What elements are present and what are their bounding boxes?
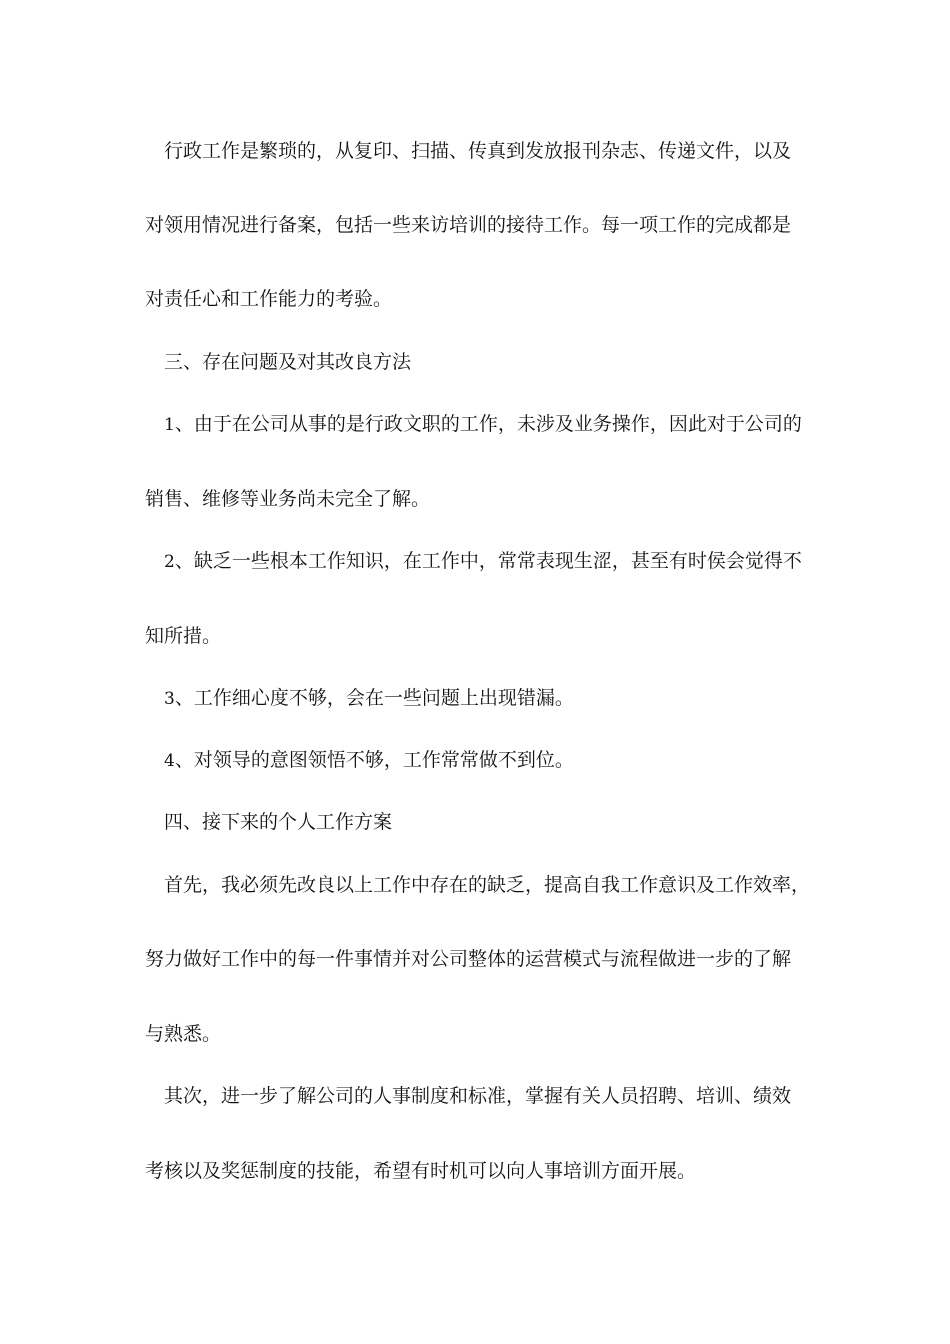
list-item-text: 、对领导的意图领悟不够，工作常常做不到位。 bbox=[174, 749, 574, 771]
section-heading: 三、存在问题及对其改良方法 bbox=[164, 351, 412, 373]
list-item-text: 、工作细心度不够，会在一些问题上出现错漏。 bbox=[174, 687, 574, 709]
list-number: 2 bbox=[164, 552, 175, 572]
paragraph-line: 考核以及奖惩制度的技能，希望有时机可以向人事培训方面开展。 bbox=[145, 1160, 697, 1182]
section-heading: 四、接下来的个人工作方案 bbox=[164, 811, 393, 833]
paragraph-line: 其次，进一步了解公司的人事制度和标准，掌握有关人员招聘、培训、绩效 bbox=[164, 1085, 792, 1107]
list-number: 3 bbox=[164, 689, 175, 709]
paragraph-line: 首先，我必须先改良以上工作中存在的缺乏，提高自我工作意识及工作效率， bbox=[164, 874, 811, 896]
list-item-text: 、缺乏一些根本工作知识，在工作中，常常表现生涩，甚至有时侯会觉得不 bbox=[174, 550, 802, 572]
list-item bbox=[164, 549, 802, 574]
paragraph-line: 对责任心和工作能力的考验。 bbox=[145, 288, 393, 310]
list-number: 4 bbox=[164, 751, 175, 771]
paragraph-line: 销售、维修等业务尚未完全了解。 bbox=[145, 488, 431, 510]
list-item bbox=[164, 748, 574, 773]
paragraph-line: 行政工作是繁琐的，从复印、扫描、传真到发放报刊杂志、传递文件，以及 bbox=[164, 140, 792, 162]
list-item bbox=[164, 412, 802, 437]
paragraph-line: 努力做好工作中的每一件事情并对公司整体的运营模式与流程做进一步的了解 bbox=[145, 948, 792, 970]
paragraph-line: 对领用情况进行备案，包括一些来访培训的接待工作。每一项工作的完成都是 bbox=[145, 214, 792, 236]
list-item-text: 、由于在公司从事的是行政文职的工作，未涉及业务操作，因此对于公司的 bbox=[174, 413, 802, 435]
paragraph-line: 与熟悉。 bbox=[145, 1023, 222, 1045]
list-item bbox=[164, 686, 574, 711]
paragraph-line: 知所措。 bbox=[145, 625, 222, 647]
list-number: 1 bbox=[164, 415, 175, 435]
